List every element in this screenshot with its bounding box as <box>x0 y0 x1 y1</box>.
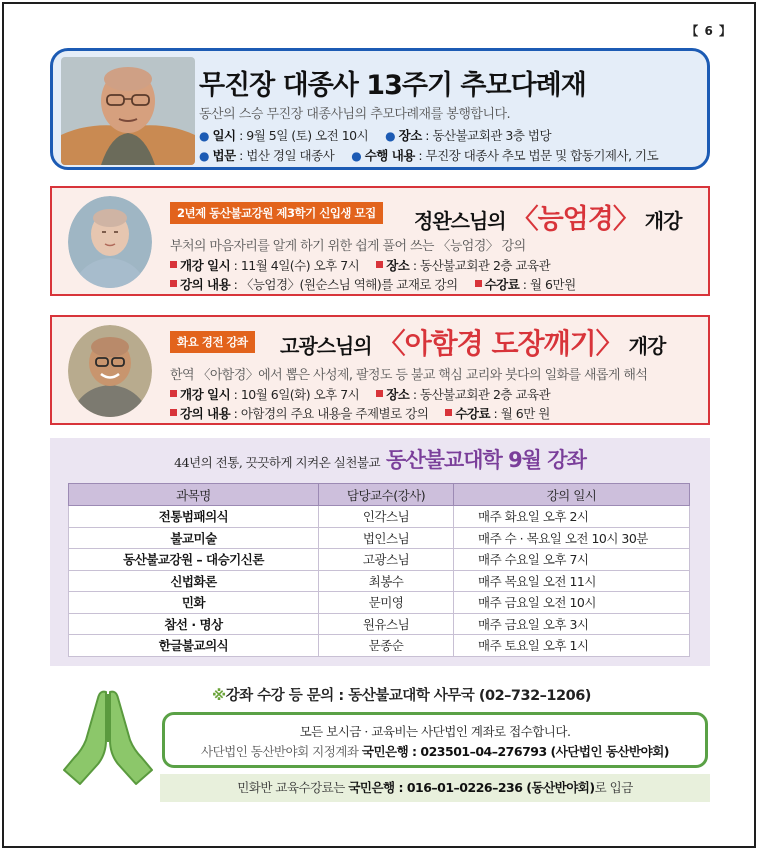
bullet-icon: ● <box>385 129 396 143</box>
memorial-title: 무진장 대종사 13주기 추모다례재 <box>199 70 586 101</box>
time-cell: 매주 토요일 오후 1시 <box>454 635 690 657</box>
square-bullet-icon <box>445 409 452 416</box>
column-header-subject: 과목명 <box>69 484 319 506</box>
schedule-heading-pre: 44년의 전통, 끗끗하게 지켜온 실천불교 <box>174 455 381 470</box>
subject-cell: 민화 <box>69 592 319 614</box>
bullet-icon: ● <box>351 149 362 163</box>
square-bullet-icon <box>376 261 383 268</box>
subject-cell: 동산불교강원 – 대승기신론 <box>69 549 319 571</box>
schedule-table <box>68 483 690 657</box>
monk-gogwang-photo <box>68 325 152 417</box>
lecture-agama-subtitle: 한역 〈아함경〉에서 뽑은 사성제, 팔정도 등 불교 핵심 교리와 붓다의 일화를 새롭게 해석 <box>170 368 648 383</box>
date-value: : 10월 6일(화) 오후 7시 <box>230 387 360 402</box>
content-label: 강의 내용 <box>180 406 231 421</box>
time-cell: 매주 화요일 오후 2시 <box>454 506 690 528</box>
place-value: : 동산불교회관 2층 교육관 <box>409 258 551 273</box>
minhwa-prefix: 민화반 교육수강료는 <box>237 780 349 795</box>
subject-cell: 불교미술 <box>69 527 319 549</box>
bullet-icon: ● <box>199 149 209 163</box>
place-value: : 동산불교회관 3층 법당 <box>421 128 552 143</box>
instructor-cell: 고광스님 <box>319 549 454 571</box>
square-bullet-icon <box>170 280 177 287</box>
table-row <box>69 506 690 528</box>
instructor-cell: 최봉수 <box>319 570 454 592</box>
subject-cell: 한글불교의식 <box>69 635 319 657</box>
inquiry-text: 강좌 수강 등 문의 : 동산불교대학 사무국 (02–732–1206) <box>225 688 591 704</box>
time-cell: 매주 금요일 오후 3시 <box>454 613 690 635</box>
tuesday-lecture-tag: 화요 경전 강좌 <box>170 331 255 353</box>
place-label: 장소 <box>386 258 410 273</box>
square-bullet-icon <box>170 390 177 397</box>
content-value: : 아함경의 주요 내용을 주제별로 강의 <box>230 406 429 421</box>
account-number-text: 국민은행 : 023501–04–276793 (사단법인 동산반야회) <box>361 744 669 759</box>
inquiry-line <box>212 684 591 705</box>
date-label: 개강 일시 <box>180 258 231 273</box>
table-row <box>69 592 690 614</box>
time-cell: 매주 금요일 오전 10시 <box>454 592 690 614</box>
fee-value: : 월 6만원 <box>519 277 576 292</box>
recruit-tag: 2년제 동산불교강원 제3학기 신입생 모집 <box>170 202 383 224</box>
content-value: : 〈능엄경〉(원순스님 역해)를 교재로 강의 <box>230 277 458 292</box>
title-prefix: 정완스님의 <box>414 209 512 233</box>
time-cell: 매주 수 · 목요일 오전 10시 30분 <box>454 527 690 549</box>
schedule-header-row <box>69 484 690 506</box>
square-bullet-icon <box>376 390 383 397</box>
fee-label: 수강료 <box>484 277 520 292</box>
page-number: 【 6 】 <box>686 24 732 38</box>
table-row <box>69 613 690 635</box>
instructor-cell: 원유스님 <box>319 613 454 635</box>
content-value: : 무진장 대종사 추모 법문 및 합동기제사, 기도 <box>414 148 659 163</box>
schedule-heading <box>50 444 710 474</box>
table-row <box>69 549 690 571</box>
account-notice-line-1: 모든 보시금 · 교육비는 사단법인 계좌로 접수합니다. <box>299 724 571 739</box>
bullet-icon: ● <box>199 129 209 143</box>
title-suffix: 개강 <box>638 209 682 233</box>
subject-cell: 전통범패의식 <box>69 506 319 528</box>
memorial-box <box>50 48 710 170</box>
lecture-neungeom-info-2 <box>170 275 576 293</box>
square-bullet-icon <box>475 280 482 287</box>
instructor-cell: 법인스님 <box>319 527 454 549</box>
table-row <box>69 527 690 549</box>
title-sutra: 〈능엄경〉 <box>511 204 639 235</box>
praying-hands-icon <box>60 684 156 788</box>
table-row <box>69 635 690 657</box>
lecture-neungeom-title <box>414 197 681 236</box>
lecture-neungeom-subtitle: 부처의 마음자리를 알게 하기 위한 쉽게 풀어 쓰는 〈능엄경〉 강의 <box>170 239 526 254</box>
instructor-cell: 문종순 <box>319 635 454 657</box>
dharma-label: 법문 <box>212 148 236 163</box>
lecture-agama-title <box>280 322 665 362</box>
column-header-instructor: 담당교수(강사) <box>319 484 454 506</box>
memorial-info-line-1 <box>199 126 551 144</box>
account-notice-line-2 <box>165 742 705 760</box>
memorial-info-line-2 <box>199 146 658 164</box>
subject-cell: 신법화론 <box>69 570 319 592</box>
fee-value: : 월 6만 원 <box>490 406 550 421</box>
square-bullet-icon <box>170 261 177 268</box>
table-row <box>69 570 690 592</box>
account-owner-text: 사단법인 동산반야회 지정계좌 <box>201 744 362 759</box>
lecture-agama-info-2 <box>170 404 550 422</box>
place-value: : 동산불교회관 2층 교육관 <box>409 387 551 402</box>
content-label: 수행 내용 <box>364 148 415 163</box>
instructor-cell: 문미영 <box>319 592 454 614</box>
date-value: : 9월 5일 (토) 오전 10시 <box>235 128 369 143</box>
title-suffix: 개강 <box>622 334 666 358</box>
place-label: 장소 <box>398 128 422 143</box>
place-label: 장소 <box>386 387 410 402</box>
dharma-value: : 법산 경일 대종사 <box>235 148 335 163</box>
content-label: 강의 내용 <box>180 277 231 292</box>
date-label: 개강 일시 <box>180 387 231 402</box>
square-bullet-icon <box>170 409 177 416</box>
lecture-neungeom-info-1 <box>170 256 550 274</box>
reference-mark: ※ <box>212 688 226 704</box>
monk-jeongwan-photo <box>68 196 152 288</box>
title-prefix: 고광스님의 <box>280 334 378 358</box>
date-value: : 11월 4일(수) 오후 7시 <box>230 258 360 273</box>
column-header-time: 강의 일시 <box>454 484 690 506</box>
university-schedule-section <box>50 438 710 666</box>
time-cell: 매주 목요일 오전 11시 <box>454 570 690 592</box>
date-label: 일시 <box>212 128 236 143</box>
time-cell: 매주 수요일 오후 7시 <box>454 549 690 571</box>
fee-label: 수강료 <box>455 406 491 421</box>
subject-cell: 참선 · 명상 <box>69 613 319 635</box>
memorial-subtitle: 동산의 스승 무진장 대종사님의 추모다례재를 봉행합니다. <box>199 107 511 122</box>
lecture-agama-box <box>50 315 710 425</box>
lecture-agama-info-1 <box>170 385 550 403</box>
monk-portrait-photo <box>61 57 195 165</box>
minhwa-suffix: 로 입금 <box>594 780 633 795</box>
account-notice-box <box>162 712 708 768</box>
schedule-heading-title: 동산불교대학 9월 강좌 <box>386 448 586 472</box>
title-sutra: 〈아함경 도장깨기〉 <box>377 327 623 360</box>
minhwa-account: 국민은행 : 016–01–0226–236 (동산반야회) <box>348 780 595 795</box>
lecture-neungeom-box <box>50 186 710 296</box>
instructor-cell: 인각스님 <box>319 506 454 528</box>
minhwa-fee-bar <box>160 774 710 802</box>
